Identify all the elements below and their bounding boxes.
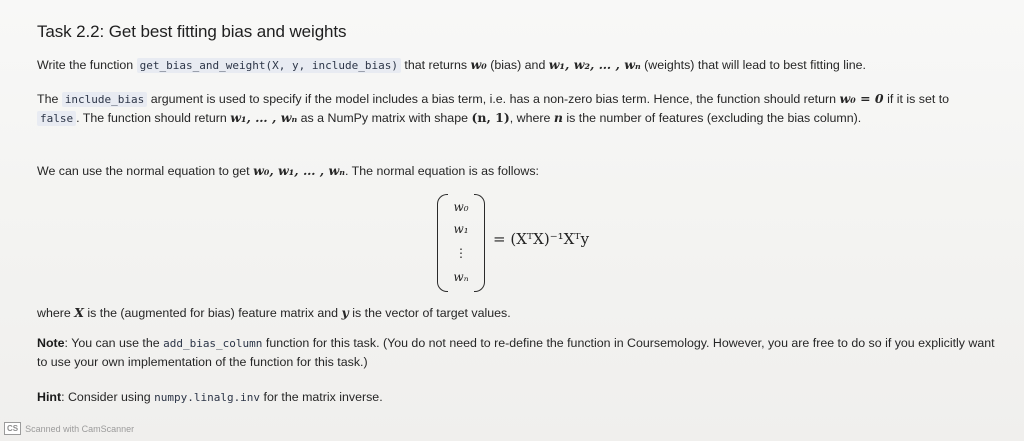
vector-entry: wₙ <box>453 270 469 284</box>
false-code: false <box>37 111 76 126</box>
text: as a NumPy matrix with shape <box>300 111 468 125</box>
paragraph-include-bias <box>37 90 987 128</box>
paragraph-function-description <box>37 56 997 75</box>
text: We can use the normal equation to get <box>37 164 250 178</box>
text: The <box>37 92 59 106</box>
math-shape: (n, 1) <box>471 110 510 125</box>
math-X: X <box>74 305 84 320</box>
text: is the vector of target values. <box>352 306 511 320</box>
math-weights-list: w₁, w₂, … , wₙ <box>548 57 641 72</box>
text: function for this task. (You do not need to re-define the function in Coursemology. However, you are free to do so if you explicitly want to use your own implementation of the function for this task.) <box>37 336 995 369</box>
paragraph-hint <box>37 388 997 407</box>
text: . The normal equation is as follows: <box>345 164 539 178</box>
text: is the number of features (excluding the bias column). <box>566 111 862 125</box>
paragraph-note <box>37 334 997 371</box>
text: for the matrix inverse. <box>263 390 383 404</box>
text: : Consider using <box>61 390 151 404</box>
camscanner-logo: CS <box>4 422 21 435</box>
hint-label: Hint <box>37 390 62 404</box>
math-weights-list: w₁, … , wₙ <box>230 110 298 125</box>
math-w0: w₀ <box>470 57 487 72</box>
text: (bias) and <box>490 58 546 72</box>
text: is the (augmented for bias) feature matrix and <box>87 306 339 320</box>
weight-vector <box>437 194 485 292</box>
math-y: y <box>341 305 349 320</box>
text: if <box>887 92 894 106</box>
text: Write the function <box>37 58 134 72</box>
camscanner-watermark <box>4 422 134 435</box>
text: it is set to <box>896 92 950 106</box>
text: . The function should return <box>76 111 227 125</box>
text: that returns <box>404 58 468 72</box>
equation-rhs: = (XᵀX)⁻¹Xᵀy <box>493 230 590 248</box>
watermark-text: Scanned with CamScanner <box>25 423 135 434</box>
text: : You can use the <box>64 336 160 350</box>
vector-ellipsis: ⋮ <box>455 246 467 260</box>
text: (weights) that will lead to best fitting line. <box>644 58 866 72</box>
task-content <box>37 22 997 404</box>
include-bias-code: include_bias <box>62 92 147 107</box>
note-label: Note <box>37 336 65 350</box>
math-w0-equals-zero: w₀ = 0 <box>839 91 884 106</box>
math-weights-list: w₀, w₁, … , wₙ <box>253 163 345 178</box>
add-bias-column-code: add_bias_column <box>163 337 263 350</box>
right-parenthesis <box>474 194 485 292</box>
vector-entry: w₀ <box>453 200 469 214</box>
paragraph-where <box>37 304 997 322</box>
text: , where <box>509 111 551 125</box>
vector-entry: w₁ <box>453 222 469 236</box>
normal-equation <box>437 194 657 292</box>
paragraph-normal-equation-intro <box>37 162 997 180</box>
math-n: n <box>553 110 563 125</box>
numpy-inv-code: numpy.linalg.inv <box>154 391 261 404</box>
function-signature-code: get_bias_and_weight(X, y, include_bias) <box>137 58 401 73</box>
text: where <box>37 306 71 320</box>
task-title: Task 2.2: Get best fitting bias and weights <box>37 22 347 41</box>
text: argument is used to specify if the model includes a bias term, i.e. has a non-zero bias term. Hence, the function should return <box>150 92 837 106</box>
